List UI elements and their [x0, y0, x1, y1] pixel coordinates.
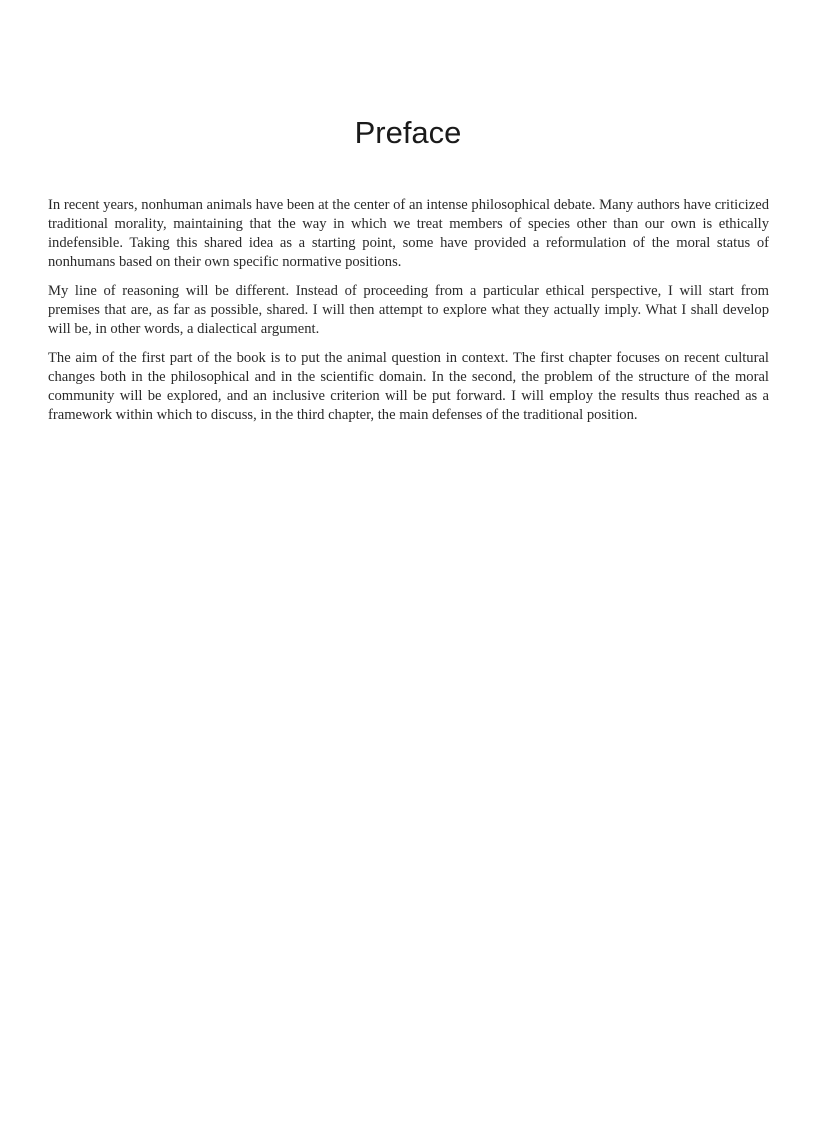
paragraph-2: My line of reasoning will be different. Instead of proceeding from a particular ethical perspective, I will start from premises that are, as far as possible, shared. I will then attempt to explore what they actually imply. What I shall develop will be, in other words, a dialectical argument.	[48, 283, 769, 337]
body-text	[48, 196, 769, 435]
paragraph-3: The aim of the first part of the book is to put the animal question in context. The first chapter focuses on recent cultural changes both in the philosophical and in the scientific domain. In the second, the problem of the structure of the moral community will be explored, and an inclusive criterion will be put forward. I will employ the results thus reached as a framework within which to discuss, in the third chapter, the main defenses of the traditional position.	[48, 350, 769, 423]
paragraph-1: In recent years, nonhuman animals have been at the center of an intense philosophical debate. Many authors have criticized traditional morality, maintaining that the way in which we treat members of species other than our own is ethically indefensible. Taking this shared idea as a starting point, some have provided a reformulation of the moral status of nonhumans based on their own specific normative positions.	[48, 197, 769, 270]
page-title: Preface	[354, 115, 462, 150]
